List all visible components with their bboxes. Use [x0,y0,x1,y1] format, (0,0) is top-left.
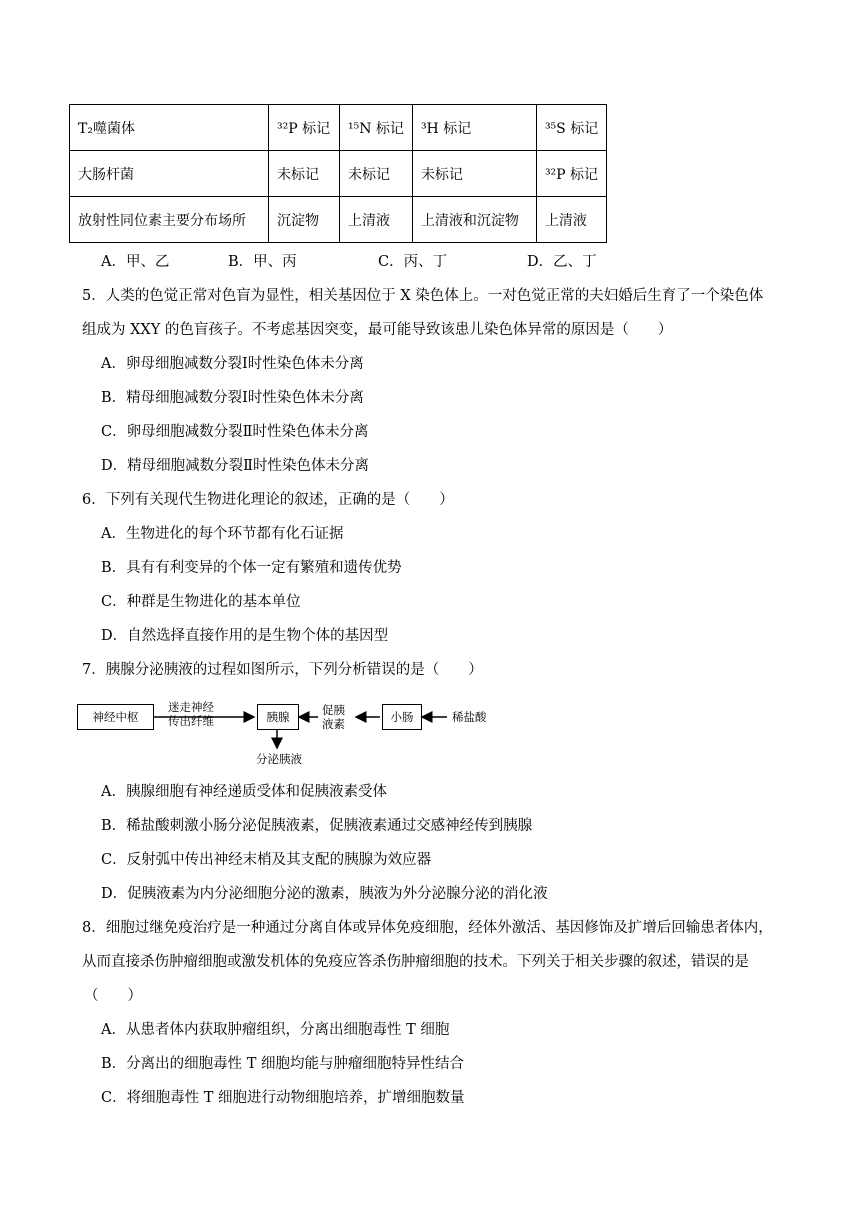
q7-option-d: D．促胰液素为内分泌细胞分泌的激素，胰液为外分泌腺分泌的消化液 [101,886,548,902]
q5-option-d: D．精母细胞减数分裂Ⅱ时性染色体未分离 [101,458,369,474]
q8-option-a: A．从患者体内获取肿瘤组织，分离出细胞毒性 T 细胞 [101,1022,450,1038]
label-vagus-line1: 迷走神经 [168,700,214,714]
box-pancreas: 胰腺 [257,704,299,730]
table-cell: 沉淀物 [269,197,340,243]
table-cell: ³H 标记 [412,105,536,151]
q5-option-b: B．精母细胞减数分裂Ⅰ时性染色体未分离 [101,390,364,406]
q6-option-d: D．自然选择直接作用的是生物个体的基因型 [101,628,389,644]
q5-option-c: C．卵母细胞减数分裂Ⅱ时性染色体未分离 [101,424,369,440]
label-hcl: 稀盐酸 [452,710,487,724]
q8-option-c: C．将细胞毒性 T 细胞进行动物细胞培养，扩增细胞数量 [101,1090,465,1106]
table-cell: 未标记 [269,151,340,197]
table-cell: T₂噬菌体 [70,105,269,151]
q5-stem-line1: 5．人类的色觉正常对色盲为显性，相关基因位于 X 染色体上。一对色觉正常的夫妇婚后生育了一个染色体 [82,288,764,304]
table-cell: 放射性同位素主要分布场所 [70,197,269,243]
box-small-intestine: 小肠 [382,704,422,730]
q8-stem-line3: （ ） [84,988,142,1004]
label-vagus-line2: 传出纤维 [168,714,214,728]
table-cell: 大肠杆菌 [70,151,269,197]
q6-option-c: C．种群是生物进化的基本单位 [101,594,301,610]
q4-option-d: D．乙、丁 [527,254,597,270]
q6-option-b: B．具有有利变异的个体一定有繁殖和遗传优势 [101,560,402,576]
table-cell: 上清液 [536,197,606,243]
table-cell: 未标记 [412,151,536,197]
q5-stem-line2: 组成为 XXY 的色盲孩子。不考虑基因突变，最可能导致该患儿染色体异常的原因是（ ） [82,322,673,338]
table-cell: ³⁵S 标记 [536,105,606,151]
label-secrete-juice: 分泌胰液 [256,752,302,766]
table-cell: 未标记 [340,151,413,197]
q5-option-a: A．卵母细胞减数分裂Ⅰ时性染色体未分离 [101,356,364,372]
table-cell: 上清液和沉淀物 [412,197,536,243]
q4-option-c: C．丙、丁 [378,254,448,270]
q8-option-b: B．分离出的细胞毒性 T 细胞均能与肿瘤细胞特异性结合 [101,1056,465,1072]
table-cell: 上清液 [340,197,413,243]
q7-stem: 7．胰腺分泌胰液的过程如图所示，下列分析错误的是（ ） [82,662,483,678]
table-cell: ³²P 标记 [269,105,340,151]
box-nerve-center: 神经中枢 [77,704,154,730]
q4-option-b: B．甲、丙 [228,254,297,270]
q8-stem-line1: 8．细胞过继免疫治疗是一种通过分离自体或异体免疫细胞，经体外激活、基因修饰及扩增后回输患者体内， [82,920,773,936]
q7-option-b: B．稀盐酸刺激小肠分泌促胰液素，促胰液素通过交感神经传到胰腺 [101,818,533,834]
q6-option-a: A．生物进化的每个环节都有化石证据 [101,526,344,542]
label-secretin-line2: 液素 [322,717,345,731]
q7-option-a: A．胰腺细胞有神经递质受体和促胰液素受体 [101,784,387,800]
label-secretin-line1: 促胰 [322,703,345,717]
q8-stem-line2: 从而直接杀伤肿瘤细胞或激发机体的免疫应答杀伤肿瘤细胞的技术。下列关于相关步骤的叙述，错误的是 [82,954,749,970]
q7-option-c: C．反射弧中传出神经末梢及其支配的胰腺为效应器 [101,852,432,868]
table-cell: ³²P 标记 [536,151,606,197]
q4-option-a: A．甲、乙 [101,254,170,270]
table-cell: ¹⁵N 标记 [340,105,413,151]
q6-stem: 6．下列有关现代生物进化理论的叙述，正确的是（ ） [82,492,454,508]
